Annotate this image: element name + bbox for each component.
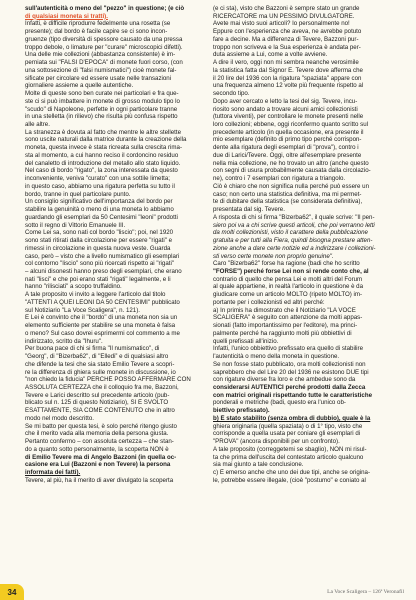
text-line: ne), contro i 7 esemplari con rigatura a triangolo. (213, 175, 346, 183)
text-line: col contorno "liscio" sono più ricercati rispetto ai "rigati" (25, 260, 174, 268)
text-line: portante per i collezionisti ed altri perché: (213, 298, 325, 306)
text-line: precedente articolo (in quella occasione, era presente il (213, 128, 364, 136)
text-line: corrisponde a quella usata per coniare gli esemplari di (213, 430, 361, 438)
text-line: il 20 lire del 1936 con la rigatura "spaziata" appare con (213, 74, 362, 82)
text-line: gruenze (tipo diversità di spessore causato da una pressa (25, 35, 183, 43)
text-line: dente alla rigatura degli esemplari di "prova"), contro i (213, 144, 359, 152)
text-line: presente); dal bordo è facile capire se ci sono incon- (25, 28, 168, 36)
text-line: saprebbero che del Lire 20 del 1936 ne esistono DUE tipi (213, 368, 369, 376)
text-line: "PROVA" (ancora disponibili per un confronto). (213, 438, 340, 446)
text-line: do a quanto sotto personalmente, la scoperta NON è (25, 445, 169, 453)
text-line: ste ci si può imbattere in monete di grosso modulo tipo lo (25, 97, 180, 105)
running-footer: La Voce Scaligera – 126ª Veronafil (327, 589, 404, 595)
text-line: la statistica fatta dal Signor E. Tevere dove afferma che (213, 66, 363, 74)
text-line: rimessi in circolazione in questa nuova veste. Guarda (25, 244, 171, 252)
text-line: zione anche a dare certe notizie ed a indirizzare i collezioni- (213, 244, 376, 252)
text-line: "non chiedo la fiducia" PERCHÈ POSSO AFFERMARE CON (25, 376, 191, 384)
text-line: sionati (fatto importantissimo per l'editore), ma princi- (213, 322, 358, 330)
text-line: (e ci sta), visto che Bazzoni è sempre stato un grande (213, 5, 360, 12)
text-line: "FORSE") perché forse Lei non si rende conto che, al (213, 267, 369, 275)
text-line: Infatti, l'unico obbiettivo prefissato era quello di stabilire (213, 345, 363, 353)
text-line: sono stati ritirati dalla circolazione per essere "rigati" e (25, 237, 173, 245)
text-line: troppo debole, o limature per "curare" microscopici difetti). (25, 43, 183, 51)
text-line: duta assieme a Lui, come a volte avviene. (213, 51, 328, 59)
text-line: blicato sul n. 125 di questo Notiziario), SI È SVOLTO (25, 399, 169, 407)
text-line: Se non fosse stato pubblicato, ora molti collezionisti non (213, 360, 366, 368)
text-line: RICERCATORE ma UN PESSIMO DIVULGATORE. (213, 12, 355, 20)
text-line: casione era Lui (Bazzoni e non Tevere) la persona (25, 461, 171, 469)
text-line: ta che prima dell'uscita del contestato articolo qualcuno (213, 453, 364, 461)
text-line: Nel caso di bordo "rigato", la zona interessata da questo (25, 167, 178, 175)
right-column (213, 5, 395, 585)
text-line: Come Lei sa, sono nati col bordo "liscio"; poi, nel 1920 (25, 229, 174, 237)
text-line: una frequenza almeno 12 volte più frequente rispetto al (213, 82, 364, 90)
text-line: b) È stato stabilito (senza ombra di dubbio), quale è la (213, 414, 371, 422)
text-line: A risposta di chi si firma "Bizerba62", il quale scrive: "Il pen- (213, 213, 375, 221)
text-line: riosito sono andato a trovare alcuni amici collezionisti (213, 105, 358, 113)
text-line: guardando gli esemplari da 50 Centesimi "leoni" prodotti (25, 213, 178, 221)
text-line: te di dubitare della statistica (se considerata definitiva), (213, 198, 363, 206)
text-line: sta al momento, a cui hanno reciso il cordoncino residuo (25, 151, 179, 159)
text-line: sono uscite naturali dalla matrice durante la creazione della (25, 136, 187, 144)
text-line: contrario di quello che pensa Lei e molti altri del Forum (213, 275, 363, 283)
text-line: due di Larici/Tevere. Oggi, oltre all'esemplare presente (213, 151, 362, 159)
text-line: A tale proposito (correggetemi se sbaglio), NON mi risul- (213, 445, 367, 453)
text-line: caso, però – visto che a livello numismatico gli esemplari (25, 252, 180, 260)
text-line: ponderali e metriche (badi, questo era l'unico ob- (213, 399, 346, 407)
text-line: siero poi va a chi scrive questi articoli, che poi verranno letti (213, 221, 375, 229)
text-line: Caro "Bizerba62" forse ha ragione (badi che ho scritto (213, 260, 360, 268)
text-line: che il merito vada alla memoria della persona giusta. (25, 430, 169, 438)
left-column (25, 5, 207, 585)
text-line: ESATTAMENTE, SIA COME CONTENUTO che in altro (25, 407, 175, 415)
text-line: troppo non scriveva e la Sua esperienza è andata per- (213, 43, 361, 51)
text-line: Dopo aver cercato e letto la tesi del sig. Tevere, incu- (213, 97, 358, 105)
text-line: in una stelletta (in rilievo) che risulta più confusa rispetto (25, 113, 178, 121)
text-line: a) In primis ha dimostrato che il Notiziario "LA VOCE (213, 306, 356, 314)
text-line: Tevere e Larici descritto sul precedente articolo (pub- (25, 391, 170, 399)
text-line: nati "lisci" e che poi erano stati "rigati" legalmente, e li (25, 275, 171, 283)
text-line: palmente perché ha raggiunto molti più obbiettivi di (213, 329, 352, 337)
text-line: Una delle mie collezioni (abbastanza consistente) è im- (25, 51, 176, 59)
text-line: sul Notiziario "La Voce Scaligera", n. 121). (25, 306, 140, 314)
text-line: biettivo prefissato). (213, 407, 270, 415)
text-line: da molti collezionisti, visto il carattere della pubblicazione (213, 229, 368, 237)
text-line: Avete mai visto suoi articoli? Io personalmente no! (213, 20, 350, 28)
text-line: ghiera originaria (quella spaziata) o di 1° tipo, visto che (213, 422, 363, 430)
text-line: sti verso certe monete non proprio genuine". (213, 252, 334, 260)
text-line: in questo caso, abbiamo una rigatura perfetta su tutto il (25, 182, 175, 190)
text-line: nella mia collezione, ne ho trovato un altro (anche questo (213, 159, 369, 167)
text-line: Ciò è chiaro che non significa nulla perché può essere un (213, 182, 370, 190)
text-line: loro collezioni; ebbene, oggi riconfermo quanto scritto sul (213, 121, 368, 129)
text-line: di qualsiasi moneta si tratti). (25, 12, 108, 20)
text-line: bordo, tranne in quel particolare punto. (25, 190, 131, 198)
text-line: Un consiglio significativo dell'importanza del bordo per (25, 198, 173, 206)
text-line: "ATTENTI A QUEI LEONI DA 50 CENTESIMI" pubblicato (25, 298, 180, 306)
text-line: al quale appartiene, in realtà l'articolo in questione è da (213, 283, 364, 291)
text-line: sotto il regno di Vittorio Emanuele III. (25, 221, 126, 229)
text-line: fare a decine. Ma a differenza di Tevere, Bazzoni pur- (213, 35, 359, 43)
text-line: Tevere, al più, ha il merito di aver divulgato la scoperta (25, 476, 174, 484)
text-line: informata dei fatti). (25, 469, 81, 477)
text-line: (tuttora viventi), per controllare le monete presenti nelle (213, 113, 364, 121)
text-line: indirizzato, scritto da "Ihuru". (25, 337, 103, 345)
text-line: presentata dal sig. Tevere. (213, 206, 285, 214)
text-line: "scudo" di Napoleone, perfette in ogni particolare tranne (25, 105, 178, 113)
text-line: giudicare come un articolo MOLTO (ripeto MOLTO) im- (213, 291, 363, 299)
text-line: l'autenticità o meno della moneta in questione. (213, 353, 340, 361)
text-line: SCALIGERA" è seguito con attenzione da molti appas- (213, 314, 363, 322)
text-line: E Lei è convinto che il "bordo" di una moneta non sia un (25, 314, 178, 322)
text-line: Infatti, è difficile riprodurre fedelmente una rosetta (se (25, 20, 171, 28)
text-line: inconveniente, veniva "curato" con una sottile limetta; (25, 175, 170, 183)
text-line: – alcuni disonesti hanno preso degli esemplari, che erano (25, 267, 182, 275)
text-line: ASSOLUTA CERTEZZA che il colloquio fra me, Bazzoni, (25, 383, 179, 391)
text-line: secondo tipo. (213, 90, 250, 98)
text-line: quelli prefissati all'inizio. (213, 337, 279, 345)
text-line: re la differenza di ghiera sulle monete in discussione, io (25, 368, 176, 376)
text-line: "Georg", di "Bizerba62", di "Ellediˮ e di qualsiasi altro (25, 353, 169, 361)
text-line: sull'autenticità o meno del "pezzo" in questione; (e ciò (25, 5, 185, 12)
text-line: che difende la tesi che sia stato Emilio Tevere a scopri- (25, 360, 175, 368)
text-line: perniata sui "FALSI D'EPOCA" di monete fuori corso, (con (25, 59, 183, 67)
text-line: giornaliere assieme a quelle autentiche. (25, 82, 134, 90)
text-line: sificate per circolare ed essere usate nelle transazioni (25, 74, 172, 82)
page-number: 34 (0, 584, 24, 600)
text-line: La stranezza è dovuta al fatto che mentre le altre stellette (25, 128, 181, 136)
text-line: Per buona pace di chi si firma "Il numismatico", di (25, 345, 160, 353)
text-line: le, potrebbe essere illegale, (cioè "postumo" e coniato al (213, 476, 366, 484)
text-line: c) È emerso anche che uno dei due tipi, anche se origina- (213, 469, 371, 477)
text-line: Molte di queste sono ben curate nei particolari e fra que- (25, 90, 179, 98)
text-line: A dire il vero, oggi non mi sembra neanche verosimile (213, 59, 359, 67)
text-line: modo nel modo descritto. (25, 414, 94, 422)
text-line: moneta, questa invece è stata ricreata sulla crescita rima- (25, 144, 182, 152)
text-line: una sottosezione di "falsi numismatici") cioè monete fal- (25, 66, 177, 74)
text-line: elemento sufficiente per stabilire se una moneta è falsa (25, 322, 176, 330)
text-line: hanno "rilisciati" a scopo truffaldino. (25, 283, 122, 291)
text-line: o meno? Sul caso dovrei esprimermi col commento a me (25, 329, 180, 337)
text-line: mio esemplare (definito di primo tipo perché corrispon- (213, 136, 362, 144)
text-line: considerarsi AUTENTICI perché prodotti dalla Zecca (213, 383, 366, 391)
text-line: A tale proposito vi invito a leggere l'articolo dal titolo (25, 291, 166, 299)
text-line: Se mi batto per questa tesi, è solo perché ritengo giusto (25, 422, 177, 430)
text-line: con matrici originali rispettando tutte le caratteristiche (213, 391, 373, 399)
text-line: di Emilio Tevere ma di Angelo Bazzoni (in quella oc- (25, 453, 177, 461)
text-line: sia mai giunto a tale conclusione. (213, 461, 304, 469)
text-line: Pertanto confermo – con assoluta certezza – che stan- (25, 438, 174, 446)
text-line: con segni di usura probabilmente causata dalla circolazio- (213, 167, 371, 175)
text-line: gratuita e per tutti alla Fiera, quindi bisogna prestare atten- (213, 237, 373, 245)
text-line: del canaletto di introduzione del metallo allo stato liquido. (25, 159, 181, 167)
text-line: alle altre. (25, 121, 50, 129)
text-line: Eppure con l'esperienza che aveva, ne avrebbe potuto (213, 28, 362, 36)
text-line: con rigature diverse fra loro e che ambedue sono da (213, 376, 356, 384)
text-line: caso; non certo una statistica definitiva, ma mi permet- (213, 190, 362, 198)
text-line: stabilire la genuinità o meno di una moneta lo abbiamo (25, 206, 174, 214)
